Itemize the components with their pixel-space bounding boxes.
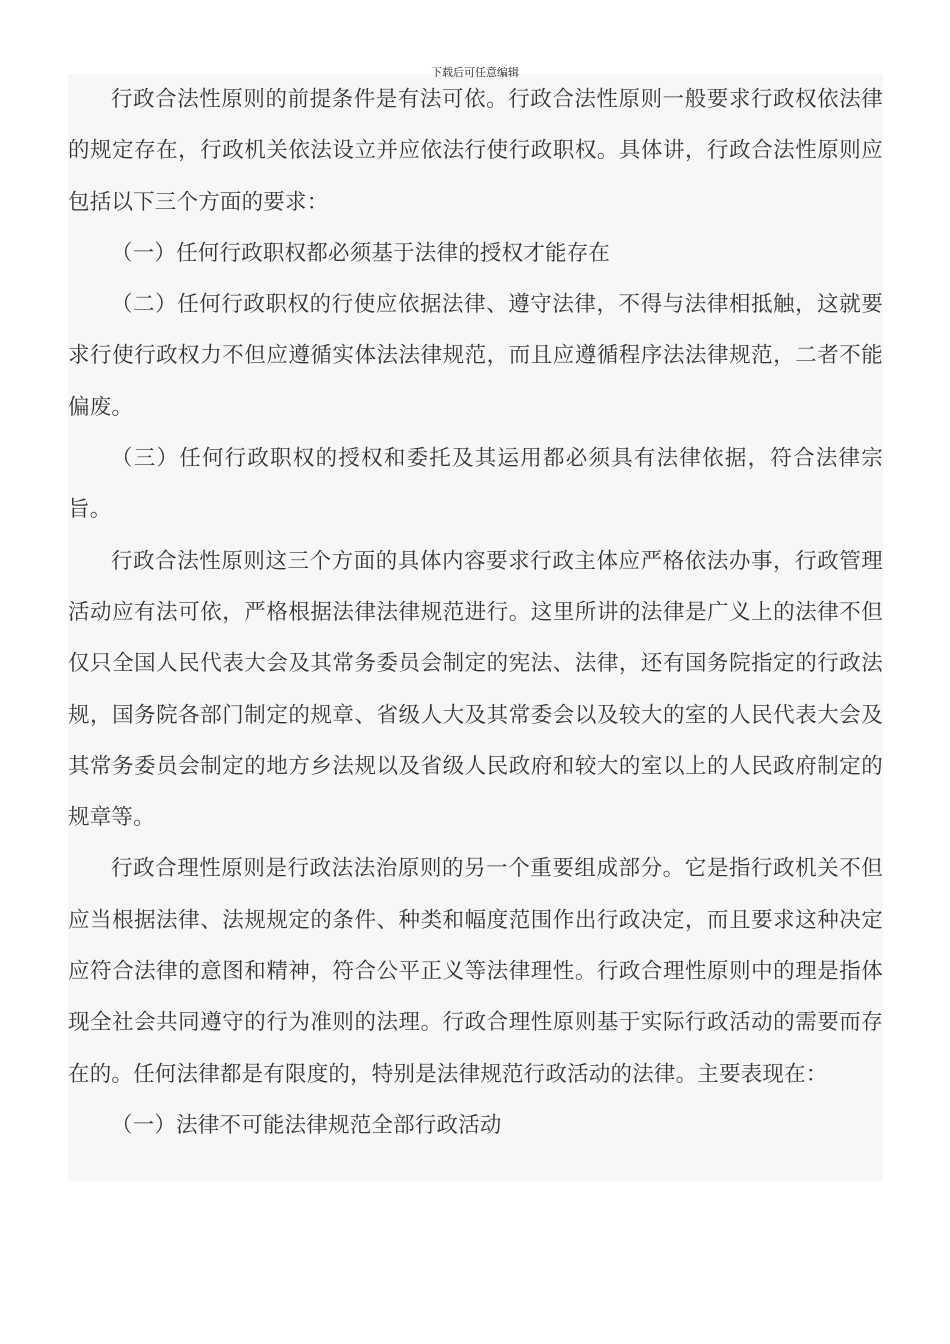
paragraph-legality-requirements: 行政合法性原则这三个方面的具体内容要求行政主体应严格依法办事，行政管理活动应有法可依，严格根据法律法律规范进行。这里所讲的法律是广义上的法律不但仅只全国人民代表大会及其常务委员会制定的宪法、法律，还有国务院指定的行政法规，国务院各部门制定的规章、省级人大及其常委会以及较大的室的人民代表大会及其常务委员会制定的地方乡法规以及省级人民政府和较大的室以上的人民政府制定的规章等。 <box>68 548 883 831</box>
paragraph-item-3: （三）任何行政职权的授权和委托及其运用都必须具有法律依据，符合法律宗旨。 <box>68 446 883 523</box>
paragraph-rationality-item-1: （一）法律不可能法律规范全部行政活动 <box>111 1112 502 1138</box>
paragraph-rationality-principle: 行政合理性原则是行政法法治原则的另一个重要组成部分。它是指行政机关不但应当根据法律、法规规定的条件、种类和幅度范围作出行政决定，而且要求这种决定应符合法律的意图和精神，符合公平正义等法律理性。行政合理性原则中的理是指体现全社会共同遵守的行为准则的法理。行政合理性原则基于实际行政活动的需要而存在的。任何法律都是有限度的，特别是法律规范行政活动的法律。主要表现在： <box>68 856 883 1087</box>
paragraph-legality-premise: 行政合法性原则的前提条件是有法可依。行政合法性原则一般要求行政权依法律的规定存在，行政机关依法设立并应依法行使行政职权。具体讲，行政合法性原则应包括以下三个方面的要求： <box>68 87 883 215</box>
header-note: 下载后可任意编辑 <box>431 66 519 79</box>
paragraph-item-2: （二）任何行政职权的行使应依据法律、遵守法律，不得与法律相抵触，这就要求行使行政权力不但应遵循实体法法律规范，而且应遵循程序法法律规范，二者不能偏废。 <box>68 292 883 420</box>
document-body <box>68 74 883 1181</box>
paragraph-item-1: （一）任何行政职权都必须基于法律的授权才能存在 <box>111 240 611 266</box>
